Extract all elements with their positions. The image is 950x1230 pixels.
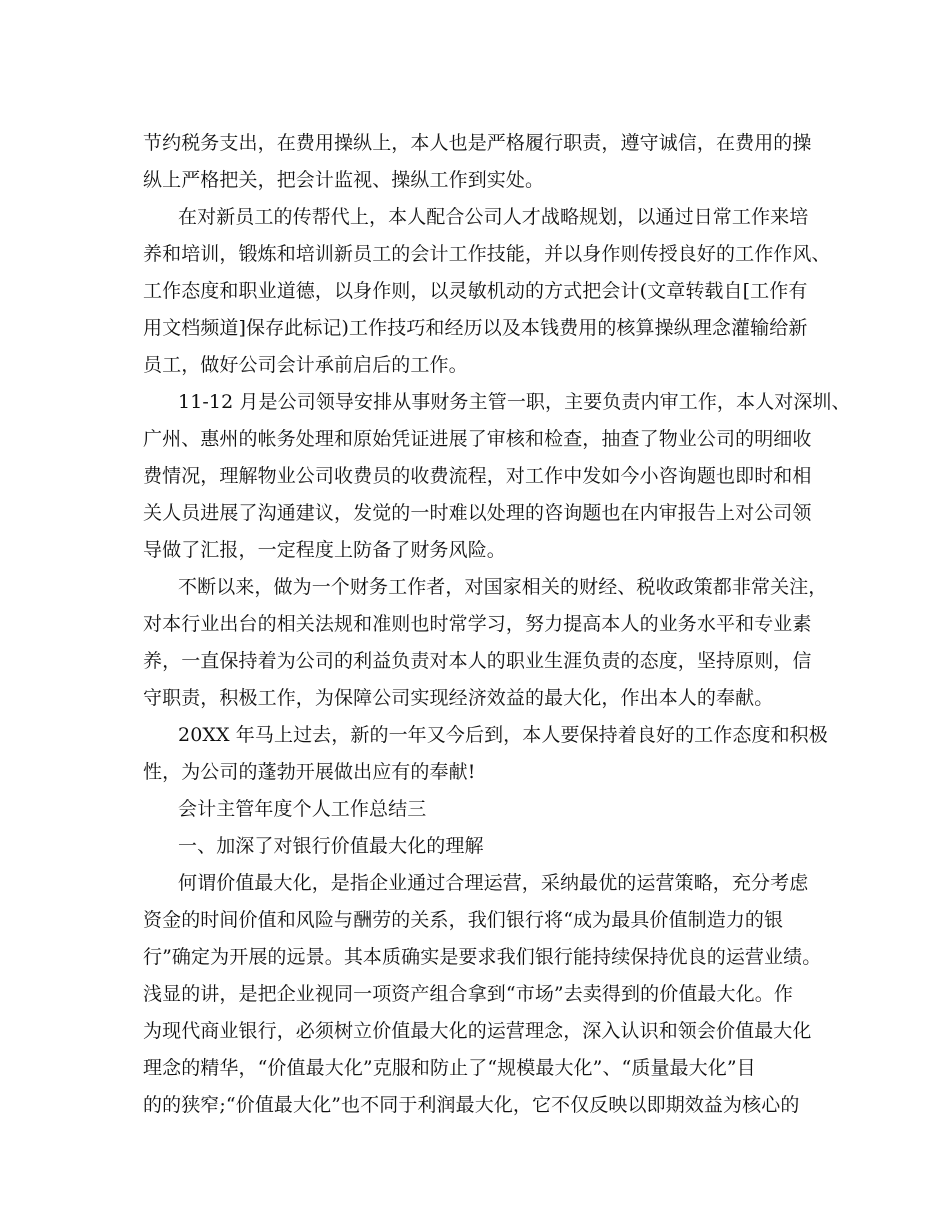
- text-line: 为现代商业银行，必须树立价值最大化的运营理念，深入认识和领会价值最大化: [143, 1020, 812, 1042]
- text-line: 导做了汇报，一定程度上防备了财务风险。: [143, 539, 506, 561]
- paragraph-start-line: 不断以来，做为一个财务工作者，对国家相关的财经、税收政策都非常关注，: [178, 576, 828, 598]
- text-line: 工作态度和职业道德，以身作则，以灵敏机动的方式把会计(文章转载自[工作有: [143, 280, 808, 302]
- text-line: 员工，做好公司会计承前启后的工作。: [143, 354, 468, 376]
- text-line: 对本行业出台的相关法规和准则也时常学习，努力提高本人的业务水平和专业素: [143, 613, 812, 635]
- text-line: 资金的时间价值和风险与酬劳的关系，我们银行将“成为最具价值制造力的银: [143, 909, 784, 931]
- text-line: 行”确定为开展的远景。其本质确实是要求我们银行能持续保持优良的运营业绩。: [143, 946, 822, 968]
- paragraph-start-line: 20XX 年马上过去，新的一年又今后到，本人要保持着良好的工作态度和积极: [178, 724, 828, 746]
- text-line: 理念的精华，“价值最大化”克服和防止了“规模最大化”、“质量最大化”目: [143, 1057, 756, 1079]
- text-line: 节约税务支出，在费用操纵上，本人也是严格履行职责，遵守诚信，在费用的操: [143, 132, 812, 154]
- text-line: 用文档频道]保存此标记)工作技巧和经历以及本钱费用的核算操纵理念灌输给新: [143, 317, 808, 339]
- paragraph-start-line: 11-12 月是公司领导安排从事财务主管一职，主要负责内审工作，本人对深圳、: [178, 391, 851, 413]
- text-line: 的的狭窄;“价值最大化”也不同于利润最大化，它不仅反映以即期效益为核心的: [143, 1094, 800, 1116]
- text-line: 纵上严格把关，把会计监视、操纵工作到实处。: [143, 169, 545, 191]
- section-heading: 会计主管年度个人工作总结三: [178, 798, 427, 820]
- text-line: 养，一直保持着为公司的利益负责对本人的职业生涯负责的态度，坚持原则，信: [143, 650, 812, 672]
- paragraph-start-line: 在对新员工的传帮代上，本人配合公司人才战略规划，以通过日常工作来培: [178, 206, 809, 228]
- paragraph-start-line: 何谓价值最大化，是指企业通过合理运营，采纳最优的运营策略，充分考虑: [178, 872, 809, 894]
- text-line: 广州、惠州的帐务处理和原始凭证进展了审核和检查，抽查了物业公司的明细收: [143, 428, 812, 450]
- text-line: 费情况，理解物业公司收费员的收费流程，对工作中发如今小咨询题也即时和相: [143, 465, 812, 487]
- text-line: 性，为公司的蓬勃开展做出应有的奉献!: [143, 761, 476, 783]
- text-line: 守职责，积极工作，为保障公司实现经济效益的最大化，作出本人的奉献。: [143, 687, 774, 709]
- text-line: 浅显的讲，是把企业视同一项资产组合拿到“市场”去卖得到的价值最大化。作: [143, 983, 793, 1005]
- subsection-heading: 一、加深了对银行价值最大化的理解: [178, 835, 484, 857]
- text-line: 关人员进展了沟通建议，发觉的一时难以处理的咨询题也在内审报告上对公司领: [143, 502, 812, 524]
- text-line: 养和培训，锻炼和培训新员工的会计工作技能，并以身作则传授良好的工作作风、: [143, 243, 831, 265]
